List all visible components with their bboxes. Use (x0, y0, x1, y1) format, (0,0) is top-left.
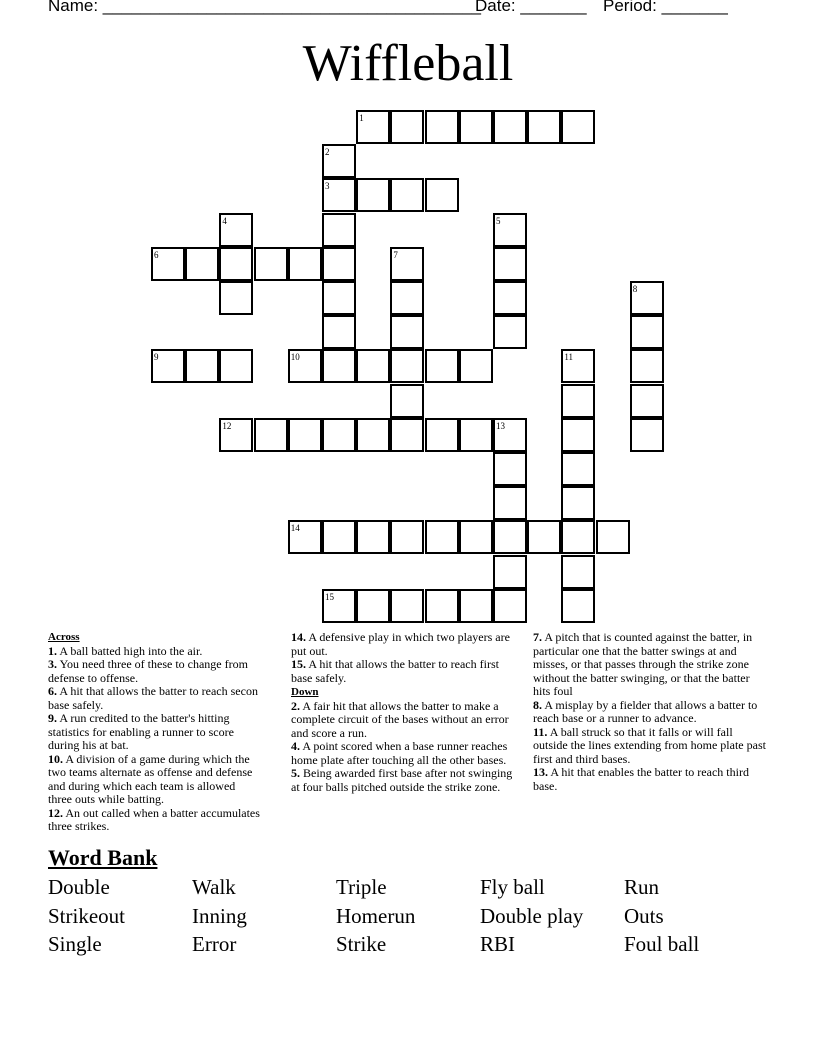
clue-down-4: 4. A point scored when a base runner reaches home plate after touching all the other bases. (291, 739, 508, 767)
grid-cell[interactable] (493, 213, 527, 247)
word-bank-word: Strike (336, 932, 387, 956)
grid-cell[interactable] (425, 418, 459, 452)
grid-cell[interactable] (288, 247, 322, 281)
grid-cell[interactable] (390, 520, 424, 554)
grid-cell[interactable] (561, 452, 595, 486)
clue-number: 6 (154, 249, 159, 260)
grid-cell[interactable] (561, 486, 595, 520)
clue-down-13: 13. A hit that enables the batter to reach third base. (533, 765, 749, 793)
across-heading: Across (48, 631, 80, 643)
grid-cell[interactable] (322, 589, 356, 623)
grid-cell[interactable] (356, 418, 390, 452)
grid-cell[interactable] (527, 110, 561, 144)
clue-number: 15 (325, 591, 334, 602)
grid-cell[interactable] (356, 178, 390, 212)
grid-cell[interactable] (288, 349, 322, 383)
grid-cell[interactable] (459, 349, 493, 383)
grid-cell[interactable] (219, 281, 253, 315)
grid-cell[interactable] (425, 349, 459, 383)
grid-cell[interactable] (630, 349, 664, 383)
clue-number: 9 (154, 352, 159, 363)
grid-cell[interactable] (322, 178, 356, 212)
grid-cell[interactable] (185, 247, 219, 281)
grid-cell[interactable] (425, 589, 459, 623)
grid-cell[interactable] (288, 520, 322, 554)
grid-cell[interactable] (390, 418, 424, 452)
word-bank-word: Fly ball (480, 875, 545, 899)
grid-cell[interactable] (254, 247, 288, 281)
clue-number: 5 (496, 215, 501, 226)
grid-cell[interactable] (185, 349, 219, 383)
clue-down-5: 5. Being awarded first base after not swinging at four balls pitched outside the strike zone. (291, 766, 513, 794)
grid-cell[interactable] (219, 418, 253, 452)
grid-cell[interactable] (561, 110, 595, 144)
name-field-label: Name: ________________________________________ (48, 0, 481, 15)
grid-cell[interactable] (322, 213, 356, 247)
grid-cell[interactable] (390, 384, 424, 418)
grid-cell[interactable] (630, 384, 664, 418)
grid-cell[interactable] (254, 418, 288, 452)
grid-cell[interactable] (390, 281, 424, 315)
grid-cell[interactable] (493, 315, 527, 349)
grid-cell[interactable] (561, 589, 595, 623)
clue-across-15: 15. A hit that allows the batter to reach first base safely. (291, 657, 499, 685)
grid-cell[interactable] (459, 110, 493, 144)
clue-number: 12 (222, 420, 232, 431)
puzzle-title: Wiffleball (302, 35, 514, 92)
clue-across-14: 14. A defensive play in which two players are put out. (291, 630, 510, 658)
period-field-label: Period: _______ (603, 0, 728, 15)
word-bank-word: Single (48, 932, 102, 956)
clue-across-12: 12. An out called when a batter accumulates three strikes. (48, 805, 260, 833)
word-bank-word: Foul ball (624, 932, 700, 956)
grid-cell[interactable] (356, 349, 390, 383)
clue-down-11: 11. A ball struck so that it falls or will fall outside the lines extending from home plate past first and third bases. (533, 724, 766, 766)
grid-cell[interactable] (322, 349, 356, 383)
grid-cell[interactable] (493, 452, 527, 486)
word-bank-word: Triple (336, 875, 387, 899)
clue-number: 8 (632, 284, 638, 294)
clue-number: 3 (325, 181, 330, 192)
grid-cell[interactable] (425, 110, 459, 144)
grid-cell[interactable] (390, 349, 424, 383)
grid-cell[interactable] (356, 520, 390, 554)
grid-cell[interactable] (561, 349, 595, 383)
clue-column-3 (533, 631, 769, 793)
grid-cell[interactable] (630, 418, 664, 452)
clue-number: 1 (359, 113, 364, 123)
grid-cell[interactable] (219, 213, 253, 247)
word-bank-word: RBI (480, 932, 516, 956)
word-bank-word: Double play (480, 904, 584, 928)
grid-cell[interactable] (322, 281, 356, 315)
grid-cell[interactable] (493, 110, 527, 144)
grid-cell[interactable] (493, 555, 527, 589)
word-bank-title: Word Bank (48, 845, 158, 870)
word-bank-word: Homerun (336, 904, 416, 928)
grid-cell[interactable] (493, 589, 527, 623)
clue-number: 14 (290, 523, 300, 534)
clue-column-2 (291, 631, 515, 794)
word-bank-word: Run (624, 875, 660, 899)
grid-cell[interactable] (390, 178, 424, 212)
grid-cell[interactable] (322, 247, 356, 281)
grid-cell[interactable] (493, 418, 527, 452)
clue-column-1 (48, 630, 262, 834)
grid-cell[interactable] (425, 520, 459, 554)
clue-across-10: 10. A division of a game during which the two teams alternate as offense and defense and during which each team is allowed three outs while batting. (48, 751, 253, 806)
grid-cell[interactable] (630, 315, 664, 349)
grid-cell[interactable] (390, 315, 424, 349)
grid-cell[interactable] (390, 589, 424, 623)
clue-number: 13 (496, 420, 505, 431)
grid-cell[interactable] (459, 520, 493, 554)
clue-across-3: 3. You need three of these to change from defense to offense. (48, 657, 248, 685)
grid-cell[interactable] (322, 144, 356, 178)
word-bank-word: Double (48, 875, 110, 899)
clue-number: 2 (325, 147, 330, 158)
grid-cell[interactable] (561, 555, 595, 589)
grid-cell[interactable] (151, 349, 185, 383)
grid-cell[interactable] (425, 178, 459, 212)
grid-cell[interactable] (561, 418, 595, 452)
word-bank-word: Outs (624, 904, 664, 928)
down-heading: Down (291, 686, 319, 698)
grid-cell[interactable] (322, 520, 356, 554)
grid-cell[interactable] (630, 281, 664, 315)
date-field-label: Date: _______ (475, 0, 587, 15)
clue-across-6: 6. A hit that allows the batter to reach secon base safely. (48, 684, 258, 712)
grid-cell[interactable] (459, 418, 493, 452)
grid-cell[interactable] (527, 520, 561, 554)
grid-cell[interactable] (459, 589, 493, 623)
clue-number: 11 (564, 352, 574, 363)
word-bank-word: Inning (192, 904, 247, 928)
clue-number: 10 (290, 352, 300, 363)
word-bank-word: Walk (192, 875, 236, 899)
grid-cell[interactable] (390, 110, 424, 144)
grid-cell[interactable] (356, 110, 390, 144)
grid-cell[interactable] (493, 247, 527, 281)
grid-cell[interactable] (322, 315, 356, 349)
grid-cell[interactable] (561, 384, 595, 418)
word-bank-word: Strikeout (48, 904, 125, 928)
grid-cell[interactable] (151, 247, 185, 281)
clue-number: 4 (222, 215, 227, 226)
clue-down-2: 2. A fair hit that allows the batter to make a complete circuit of the bases without an error and score a run. (291, 698, 509, 740)
grid-cell[interactable] (596, 520, 630, 554)
clue-across-9: 9. A run credited to the batter's hitting statistics for enabling a runner to score during his at bat. (48, 711, 234, 752)
clue-across-1: 1. A ball batted high into the air. (48, 643, 203, 658)
grid-cell[interactable] (322, 418, 356, 452)
grid-cell[interactable] (219, 247, 253, 281)
clue-down-7: 7. A pitch that is counted against the batter, in particular one that the batter swings at and misses, or that passes through the strike zone without the batter swinging, or that the batter hits foul (533, 630, 753, 698)
grid-cell[interactable] (493, 520, 527, 554)
grid-cell[interactable] (390, 247, 424, 281)
grid-cell[interactable] (288, 418, 322, 452)
grid-cell[interactable] (219, 349, 253, 383)
grid-cell[interactable] (356, 589, 390, 623)
clue-number: 7 (393, 249, 398, 260)
grid-cell[interactable] (561, 520, 595, 554)
clue-down-8: 8. A misplay by a fielder that allows a batter to reach base or a runner to advance. (533, 697, 758, 725)
word-bank-word: Error (192, 932, 237, 956)
grid-cell[interactable] (493, 486, 527, 520)
grid-cell[interactable] (493, 281, 527, 315)
